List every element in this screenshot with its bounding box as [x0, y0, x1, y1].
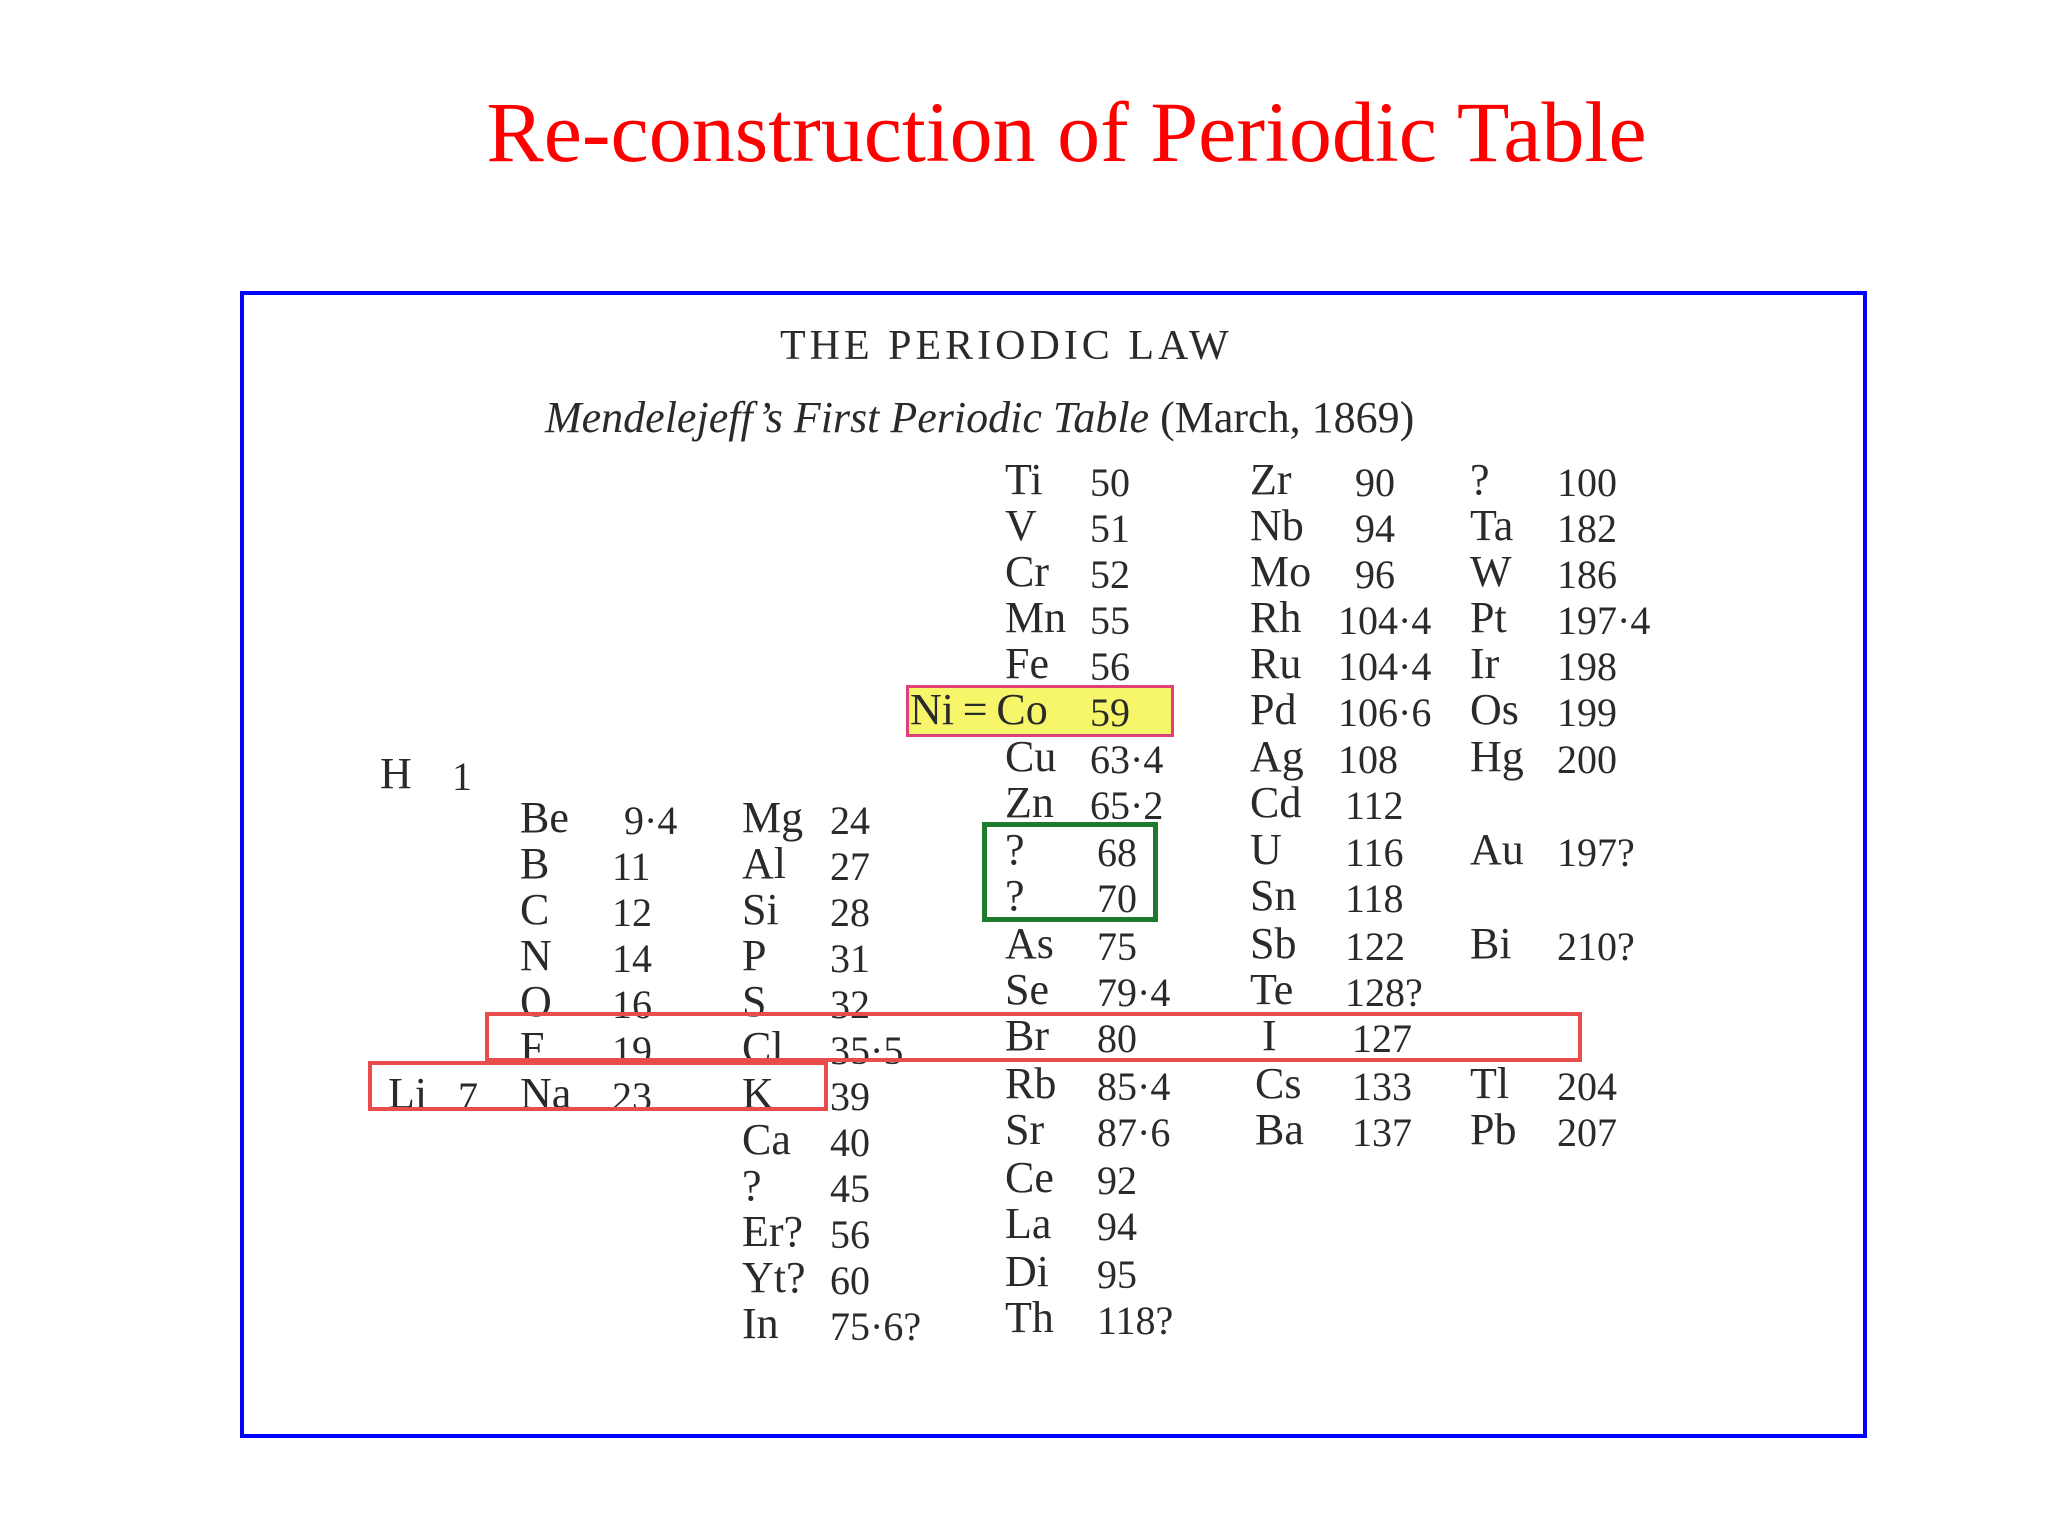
atomic-weight: 14 — [612, 936, 652, 981]
atomic-weight: 127 — [1352, 1016, 1412, 1061]
atomic-weight: 207 — [1557, 1110, 1617, 1155]
element-symbol: Mg — [742, 793, 804, 842]
element-symbol: Tl — [1470, 1059, 1510, 1108]
element-symbol: Te — [1250, 965, 1294, 1014]
element-symbol: Bi — [1470, 919, 1512, 968]
element-symbol: C — [520, 885, 550, 934]
element-symbol: ? — [742, 1161, 762, 1210]
atomic-weight: 137 — [1352, 1110, 1412, 1155]
atomic-weight: 39 — [830, 1074, 870, 1119]
atomic-weight: 56 — [830, 1212, 870, 1257]
atomic-weight: 95 — [1097, 1252, 1137, 1297]
atomic-weight: 197·4 — [1557, 598, 1651, 643]
atomic-weight: 27 — [830, 844, 870, 889]
atomic-weight: 118 — [1345, 876, 1404, 921]
atomic-weight: 63·4 — [1090, 737, 1164, 782]
atomic-weight: 68 — [1097, 830, 1137, 875]
atomic-weight: 28 — [830, 890, 870, 935]
atomic-weight: 204 — [1557, 1064, 1617, 1109]
element-symbol: Au — [1470, 825, 1524, 874]
atomic-weight: 56 — [1090, 644, 1130, 689]
atomic-weight: 51 — [1090, 506, 1130, 551]
atomic-weight: 16 — [612, 982, 652, 1027]
atomic-weight: 1 — [452, 754, 472, 799]
element-symbol: F — [520, 1023, 545, 1072]
element-symbol: As — [1005, 919, 1054, 968]
element-symbol: Yt? — [742, 1253, 806, 1302]
element-symbol: Cr — [1005, 547, 1049, 596]
atomic-weight: 100 — [1557, 460, 1617, 505]
halogen-row-box — [485, 1012, 1582, 1062]
atomic-weight: 35·5 — [830, 1028, 904, 1073]
atomic-weight: 92 — [1097, 1158, 1137, 1203]
element-symbol: ? — [1470, 455, 1490, 504]
element-symbol: Cl — [742, 1023, 784, 1072]
element-symbol: In — [742, 1299, 779, 1348]
element-symbol: Mo — [1250, 547, 1312, 596]
element-symbol: Zr — [1250, 455, 1292, 504]
element-symbol: P — [742, 931, 767, 980]
atomic-weight: 133 — [1352, 1064, 1412, 1109]
element-symbol: W — [1470, 547, 1512, 596]
atomic-weight: 45 — [830, 1166, 870, 1211]
element-symbol: La — [1005, 1199, 1052, 1248]
element-symbol: Li — [388, 1069, 428, 1118]
element-symbol: Cs — [1255, 1059, 1302, 1108]
atomic-weight: 90 — [1355, 460, 1395, 505]
atomic-weight: 186 — [1557, 552, 1617, 597]
atomic-weight: 75 — [1097, 924, 1137, 969]
element-symbol: Se — [1005, 965, 1049, 1014]
atomic-weight: 94 — [1097, 1204, 1137, 1249]
element-symbol: Ca — [742, 1115, 791, 1164]
atomic-weight: 116 — [1345, 830, 1404, 875]
atomic-weight: 118? — [1097, 1298, 1174, 1343]
element-symbol: Os — [1470, 685, 1519, 734]
atomic-weight: 112 — [1345, 783, 1404, 828]
atomic-weight: 31 — [830, 936, 870, 981]
element-symbol: Mn — [1005, 593, 1067, 642]
predicted-elements-box — [982, 822, 1158, 922]
slide-title: Re-construction of Periodic Table — [486, 84, 1647, 180]
element-symbol: Br — [1005, 1011, 1049, 1060]
atomic-weight: 182 — [1557, 506, 1617, 551]
element-symbol: ? — [1005, 825, 1025, 874]
atomic-weight: 24 — [830, 798, 870, 843]
element-symbol: Cd — [1250, 778, 1302, 827]
atomic-weight: 96 — [1355, 552, 1395, 597]
element-symbol: Cu — [1005, 732, 1057, 781]
atomic-weight: 106·6 — [1338, 690, 1432, 735]
atomic-weight: 197? — [1557, 830, 1635, 875]
atomic-weight: 79·4 — [1097, 970, 1171, 1015]
element-symbol: Fe — [1005, 639, 1049, 688]
atomic-weight: 128? — [1345, 970, 1423, 1015]
subtitle-date: (March, 1869) — [1149, 393, 1415, 442]
atomic-weight: 19 — [612, 1028, 652, 1073]
atomic-weight: 23 — [612, 1074, 652, 1119]
element-symbol: Er? — [742, 1207, 804, 1256]
element-symbol: U — [1250, 825, 1282, 874]
element-symbol: V — [1005, 501, 1037, 550]
atomic-weight: 40 — [830, 1120, 870, 1165]
atomic-weight: 199 — [1557, 690, 1617, 735]
atomic-weight: 9·4 — [624, 798, 678, 843]
element-symbol: Ni = Co — [910, 685, 1048, 734]
atomic-weight: 80 — [1097, 1016, 1137, 1061]
atomic-weight: 104·4 — [1338, 644, 1432, 689]
element-symbol: Sr — [1005, 1105, 1045, 1154]
element-symbol: Nb — [1250, 501, 1304, 550]
element-symbol: Pd — [1250, 685, 1297, 734]
element-symbol: Rh — [1250, 593, 1302, 642]
atomic-weight: 75·6? — [830, 1304, 922, 1349]
element-symbol: Sn — [1250, 871, 1297, 920]
atomic-weight: 50 — [1090, 460, 1130, 505]
subtitle-italic: Mendelejeff’s First Periodic Table — [545, 393, 1150, 442]
element-symbol: Sb — [1250, 919, 1297, 968]
element-symbol: ? — [1005, 871, 1025, 920]
atomic-weight: 70 — [1097, 876, 1137, 921]
element-symbol: Ir — [1470, 639, 1500, 688]
table-heading: THE PERIODIC LAW — [780, 323, 1233, 369]
element-symbol: Th — [1005, 1293, 1054, 1342]
atomic-weight: 94 — [1355, 506, 1395, 551]
element-symbol: Di — [1005, 1247, 1049, 1296]
element-symbol: Al — [742, 839, 786, 888]
element-symbol: S — [742, 977, 767, 1026]
atomic-weight: 11 — [612, 844, 651, 889]
element-symbol: Zn — [1005, 778, 1054, 827]
atomic-weight: 52 — [1090, 552, 1130, 597]
element-symbol: Pb — [1470, 1105, 1517, 1154]
element-symbol: Si — [742, 885, 779, 934]
table-subtitle — [545, 392, 1414, 444]
atomic-weight: 32 — [830, 982, 870, 1027]
atomic-weight: 12 — [612, 890, 652, 935]
element-symbol: Ba — [1255, 1105, 1304, 1154]
element-symbol: Rb — [1005, 1059, 1057, 1108]
atomic-weight: 108 — [1338, 737, 1398, 782]
element-symbol: Ta — [1470, 501, 1514, 550]
atomic-weight: 65·2 — [1090, 783, 1164, 828]
atomic-weight: 198 — [1557, 644, 1617, 689]
alkali-row-box — [368, 1061, 828, 1111]
element-symbol: Be — [520, 793, 569, 842]
atomic-weight: 60 — [830, 1258, 870, 1303]
atomic-weight: 104·4 — [1338, 598, 1432, 643]
atomic-weight: 200 — [1557, 737, 1617, 782]
element-symbol: Hg — [1470, 732, 1524, 781]
atomic-weight: 122 — [1345, 924, 1405, 969]
element-symbol: I — [1262, 1011, 1277, 1060]
element-symbol: Ag — [1250, 732, 1304, 781]
element-symbol: Pt — [1470, 593, 1507, 642]
atomic-weight: 210? — [1557, 924, 1635, 969]
atomic-weight: 85·4 — [1097, 1064, 1171, 1109]
element-symbol: Na — [520, 1069, 572, 1118]
element-symbol: Ce — [1005, 1153, 1054, 1202]
element-symbol: Ti — [1005, 455, 1043, 504]
element-symbol: H — [380, 749, 412, 798]
atomic-weight: 59 — [1090, 690, 1130, 735]
element-symbol: Ru — [1250, 639, 1302, 688]
element-symbol: O — [520, 977, 552, 1026]
atomic-weight: 87·6 — [1097, 1110, 1171, 1155]
element-symbol: B — [520, 839, 550, 888]
element-symbol: K — [742, 1069, 774, 1118]
atomic-weight: 7 — [458, 1074, 478, 1119]
atomic-weight: 55 — [1090, 598, 1130, 643]
element-symbol: N — [520, 931, 552, 980]
